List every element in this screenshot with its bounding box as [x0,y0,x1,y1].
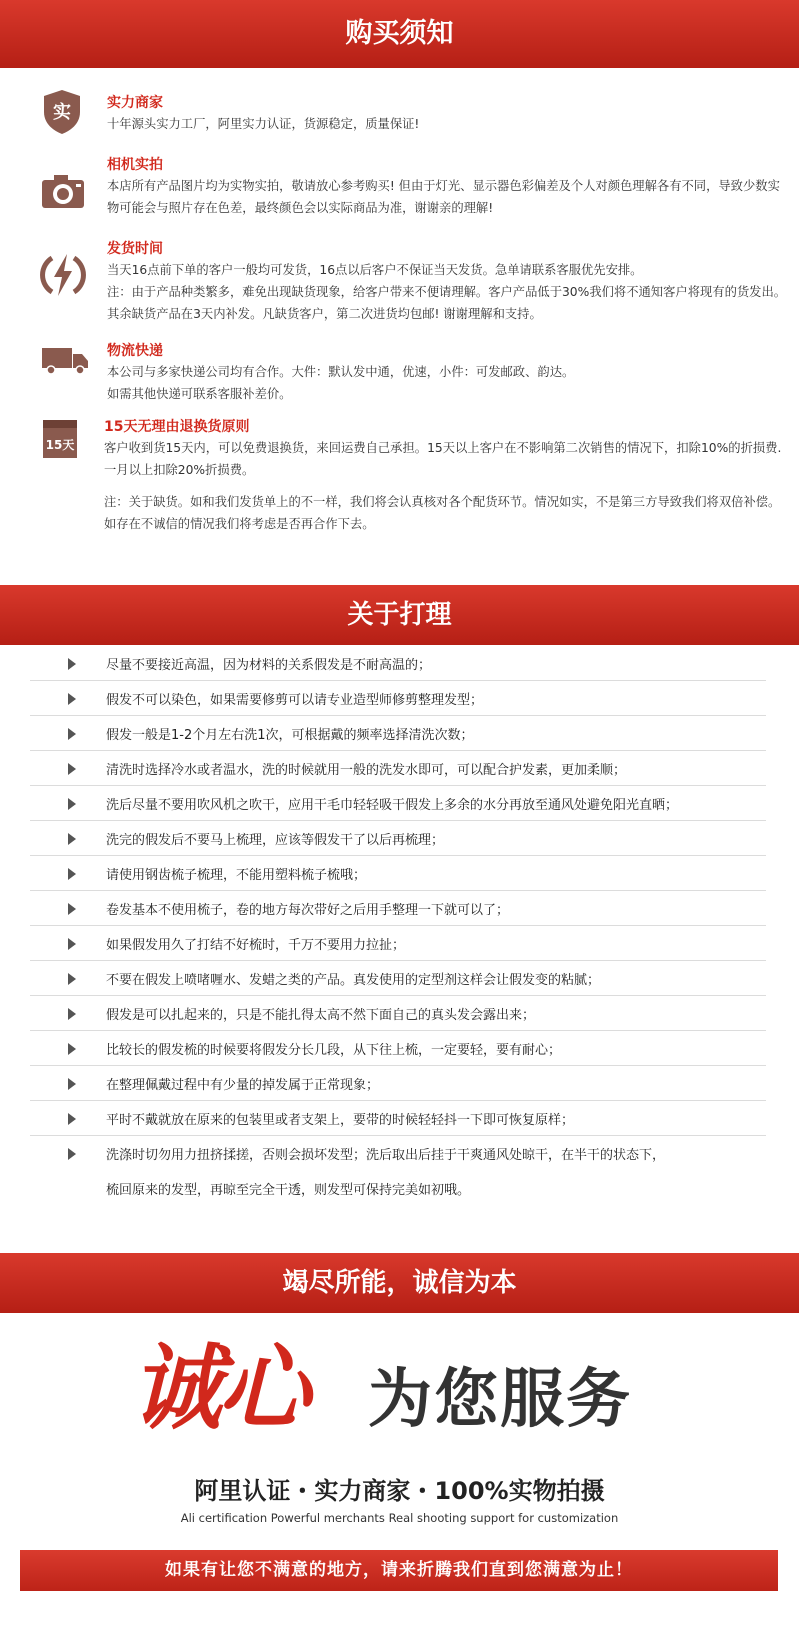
lightning-icon [40,250,86,300]
slogan-text: 如果有让您不满意的地方，请来折腾我们直到您满意为止！ [165,1560,633,1580]
shield-icon-label: 实 [53,102,71,123]
care-item [30,680,766,716]
care-item [30,715,766,751]
care-item [30,855,766,891]
triangle-bullet-icon [68,763,76,775]
final-banner [0,1253,799,1313]
care-item [30,995,766,1031]
care-item-text: 洗后尽量不要用吹风机之吹干，应用干毛巾轻轻吸干假发上多余的水分再放至通风处避免阳光直晒； [106,798,679,813]
care-item [30,960,766,996]
triangle-bullet-icon [68,728,76,740]
triangle-bullet-icon [68,693,76,705]
notice-banner-title: 购买须知 [345,18,454,49]
final-banner-title: 竭尽所能，诚信为本 [282,1268,517,1298]
notice-item-title: 相机实拍 [107,157,163,173]
notice-item-strength [0,86,799,146]
notice-item-photo [0,150,799,230]
care-item [30,820,766,856]
slogan-bar [20,1550,778,1591]
headline-sincerity: 诚心 [130,1335,307,1442]
headline-service: 为您服务 [368,1363,632,1437]
care-item-text: 洗完的假发后不要马上梳理，应该等假发干了以后再梳理； [106,833,445,848]
notice-item-title: 实力商家 [107,95,163,111]
triangle-bullet-icon [68,658,76,670]
notice-item-text: 客户收到货15天内，可以免费退换货，来回运费自己承担。15天以上客户在不影响第二次销售的情况下，扣除10%的折损费.一月以上扣除20%折损费。 [104,441,782,477]
notice-banner [0,0,799,68]
care-item [30,750,766,786]
care-item-text: 请使用钢齿梳子梳理，不能用塑料梳子梳哦； [106,868,367,883]
notice-item-note: 注：关于缺货。如和我们发货单上的不一样，我们将会认真核对各个配货环节。情况如实，不是第三方导致我们将双倍补偿。如存在不诚信的情况我们将考虑是否再合作下去。 [104,495,781,531]
care-item-text: 不要在假发上喷啫喱水、发蜡之类的产品。真发使用的定型剂这样会让假发变的粘腻； [106,973,601,988]
care-item-text: 假发是可以扎起来的，只是不能扎得太高不然下面自己的真头发会露出来； [106,1008,536,1023]
triangle-bullet-icon [68,1113,76,1125]
triangle-bullet-icon [68,938,76,950]
shield-icon [40,88,84,136]
care-item-text: 如果假发用久了打结不好梳时，千万不要用力拉扯； [106,938,406,953]
notice-item-text-2: 如需其他快递可联系客服补差价。 [107,387,292,401]
notice-item-shipping [0,234,799,334]
care-item [30,925,766,961]
care-item-text: 清洗时选择冷水或者温水，洗的时候就用一般的洗发水即可，可以配合护发素，更加柔顺； [106,763,627,778]
certification-text-en: Ali certification Powerful merchants Real shooting support for customization [180,1511,619,1525]
triangle-bullet-icon [68,833,76,845]
care-item-text: 假发不可以染色，如果需要修剪可以请专业造型师修剪整理发型； [106,693,484,708]
triangle-bullet-icon [68,1043,76,1055]
notice-item-title: 发货时间 [107,241,163,257]
care-item-text: 平时不戴就放在原来的包装里或者支架上，要带的时候轻轻抖一下即可恢复原样； [106,1113,575,1128]
notice-item-note: 注：由于产品种类繁多，难免出现缺货现象，给客户带来不便请理解。客户产品低于30%我们将不通知客户将现有的货发出。其余缺货产品在3天内补发。凡缺货客户，第二次进货均包邮! 谢谢理解和支持。 [107,285,787,321]
care-item [30,1135,766,1207]
notice-item-text: 本公司与多家快递公司均有合作。大件：默认发中通，优速，小件：可发邮政、韵达。 [107,365,575,379]
calendar-icon-label: 15天 [45,438,75,452]
calendar-icon [40,416,80,460]
certification-text: 阿里认证・实力商家・100%实物拍摄 [194,1477,605,1505]
notice-item-text: 当天16点前下单的客户一般均可发货，16点以后客户不保证当天发货。急单请联系客服优先安排。 [107,263,643,277]
care-item [30,785,766,821]
care-banner [0,585,799,645]
care-item [30,890,766,926]
care-banner-title: 关于打理 [347,600,452,630]
truck-icon [40,346,90,376]
care-item-text: 在整理佩戴过程中有少量的掉发属于正常现象； [106,1078,380,1093]
care-item-continuation: 梳回原来的发型，再晾至完全干透，则发型可保持完美如初哦。 [106,1183,471,1198]
camera-icon [40,172,86,210]
care-list [0,645,799,1253]
care-item-text: 尽量不要接近高温，因为材料的关系假发是不耐高温的； [106,658,432,673]
notice-item-logistics [0,340,799,410]
notice-item-text: 十年源头实力工厂，阿里实力认证，货源稳定，质量保证! [107,117,420,131]
triangle-bullet-icon [68,1078,76,1090]
notice-item-returns [0,416,799,566]
triangle-bullet-icon [68,1148,76,1160]
triangle-bullet-icon [68,1008,76,1020]
care-item-text: 卷发基本不使用梳子，卷的地方每次带好之后用手整理一下就可以了； [106,903,510,918]
triangle-bullet-icon [68,973,76,985]
care-item [30,1065,766,1101]
triangle-bullet-icon [68,798,76,810]
care-item [30,1030,766,1066]
notice-item-text: 本店所有产品图片均为实物实拍，敬请放心参考购买! 但由于灯光、显示器色彩偏差及个人对颜色理解各有不同，导致少数实物可能会与照片存在色差，最终颜色会以实际商品为准，谢谢亲的理解! [107,179,780,215]
purchase-notice-section [0,68,799,585]
notice-item-title: 物流快递 [107,343,163,359]
care-item-text: 比较长的假发梳的时候要将假发分长几段，从下往上梳，一定要轻，要有耐心； [106,1043,562,1058]
care-item-text: 洗涤时切勿用力扭挤揉搓，否则会损坏发型；洗后取出后挂于干爽通风处晾干，在半干的状态下， [106,1148,666,1163]
service-promise-section [0,1313,799,1628]
care-item [30,645,766,681]
care-item-text: 假发一般是1-2个月左右洗1次，可根据戴的频率选择清洗次数； [106,728,474,743]
triangle-bullet-icon [68,903,76,915]
care-item [30,1100,766,1136]
notice-item-title: 15天无理由退换货原则 [104,419,250,435]
triangle-bullet-icon [68,868,76,880]
